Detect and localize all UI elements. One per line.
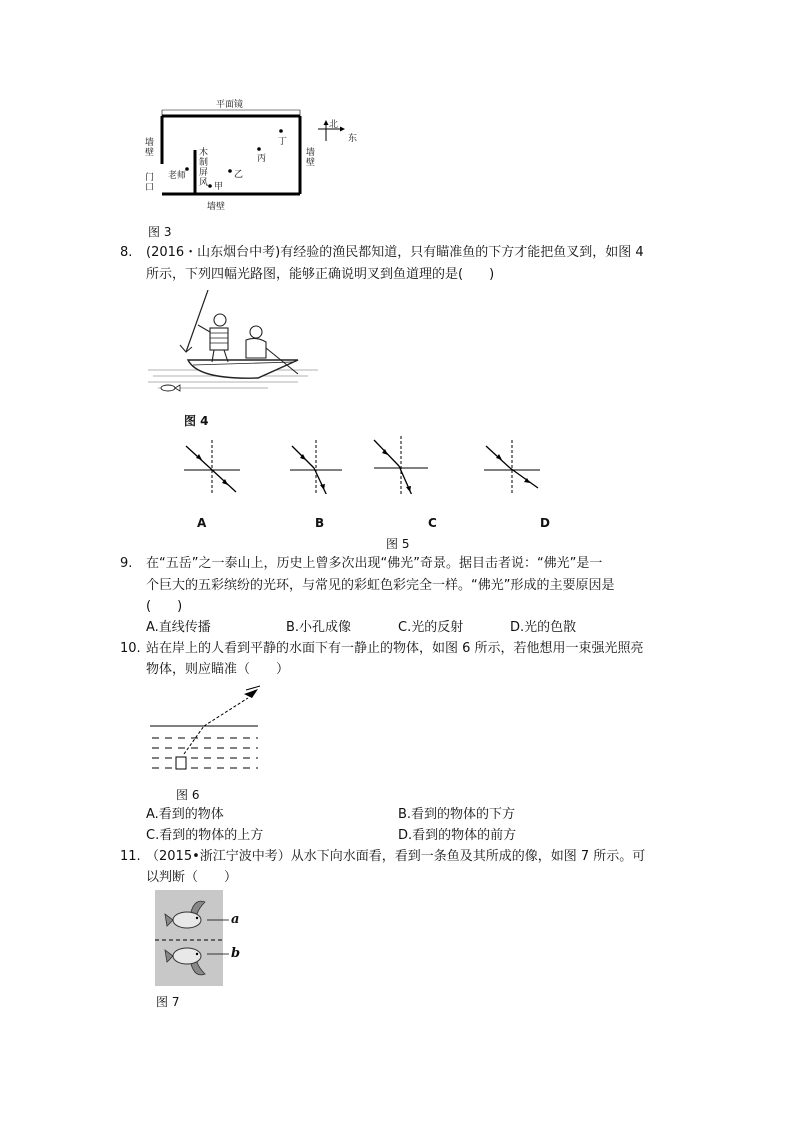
q8-number: 8. (120, 245, 133, 260)
jia-dot (208, 184, 212, 188)
q8-line2: 所示，下列四幅光路图，能够正确说明叉到鱼道理的是( ) (146, 267, 495, 282)
q9-option-d: D.光的色散 (510, 620, 577, 635)
fig4-caption: 图 4 (184, 414, 209, 428)
sight-line (204, 698, 248, 726)
q11-line1: （2015•浙江宁波中考）从水下向水面看，看到一条鱼及其所成的像，如图 7 所示。可 (146, 849, 646, 864)
figure-5-light-paths (170, 434, 560, 494)
screen-label: 木制屏风 (199, 148, 209, 188)
q9-number: 9. (120, 556, 133, 571)
ding-label: 丁 (278, 137, 288, 147)
diagram-d (484, 440, 540, 494)
q9-option-c: C.光的反射 (398, 620, 464, 635)
figure-3-room-plan (140, 98, 370, 213)
figure-4-fisherman (148, 290, 328, 400)
yi-label: 乙 (234, 170, 244, 180)
fisherman-drawing (148, 290, 328, 400)
figure-7-fish-image (155, 890, 255, 986)
water-object-drawing (148, 684, 268, 776)
jia-label: 甲 (214, 182, 224, 192)
q9-line2: 个巨大的五彩缤纷的光环，与常见的彩虹色彩完全一样。“佛光”形成的主要原因是 (146, 578, 615, 593)
figure-6-water-object (148, 684, 268, 776)
q10-option-c: C.看到的物体的上方 (146, 828, 264, 843)
door-label: 门口 (145, 173, 155, 193)
fish-reflection-drawing (155, 890, 255, 986)
water-background (155, 890, 223, 986)
q8-line1: (2016・山东烟台中考)有经验的渔民都知道，只有瞄准鱼的下方才能把鱼叉到，如图 4 (146, 245, 644, 260)
fig5-option-d: D (540, 516, 550, 530)
q11-number: 11. (120, 849, 141, 864)
fish-a-label: a (231, 912, 240, 927)
q9-option-a: A.直线传播 (146, 620, 211, 635)
q11-line2: 以判断（ ） (146, 870, 238, 885)
north-arrowhead (324, 120, 329, 125)
q10-option-a: A.看到的物体 (146, 807, 224, 822)
bing-dot (257, 147, 261, 151)
q10-number: 10. (120, 641, 141, 656)
fig5-option-a: A (197, 516, 207, 530)
fig6-caption: 图 6 (176, 788, 200, 802)
diagram-c (374, 436, 428, 494)
q10-option-d: D.看到的物体的前方 (398, 828, 517, 843)
q9-line3: ( ) (146, 599, 183, 614)
q9-option-b: B.小孔成像 (286, 620, 352, 635)
underwater-object (176, 757, 186, 769)
fig3-caption: 图 3 (148, 225, 172, 239)
light-path-diagrams (170, 434, 560, 494)
bing-label: 丙 (257, 154, 267, 164)
north-label: 北 (329, 120, 339, 130)
east-arrowhead (340, 127, 345, 132)
right-wall-label: 墙壁 (306, 148, 316, 168)
fig5-option-b: B (315, 516, 325, 530)
fig5-caption: 图 5 (386, 537, 410, 551)
q10-line1: 站在岸上的人看到平静的水面下有一静止的物体，如图 6 所示，若他想用一束强光照亮 (146, 641, 644, 656)
q10-line2: 物体，则应瞄准（ ） (146, 662, 290, 677)
room-plan-drawing (140, 98, 370, 213)
fig5-option-c: C (428, 516, 437, 530)
ding-dot (279, 129, 283, 133)
mirror-label: 平面镜 (216, 100, 244, 110)
bottom-wall-label: 墙壁 (207, 202, 226, 212)
fig7-caption: 图 7 (156, 995, 180, 1009)
q9-line1: 在“五岳”之一泰山上，历史上曾多次出现“佛光”奇景。据目击者说：“佛光”是一 (146, 556, 603, 571)
fish-spear (186, 290, 208, 352)
yi-dot (228, 169, 232, 173)
q10-option-b: B.看到的物体的下方 (398, 807, 516, 822)
fish-b-label: b (231, 946, 241, 961)
diagram-a (184, 440, 240, 494)
teacher-label: 老师 (168, 171, 187, 181)
left-wall-label: 墙壁 (145, 138, 155, 158)
diagram-b (290, 440, 342, 494)
fish (161, 385, 175, 391)
east-label: 东 (348, 134, 358, 144)
